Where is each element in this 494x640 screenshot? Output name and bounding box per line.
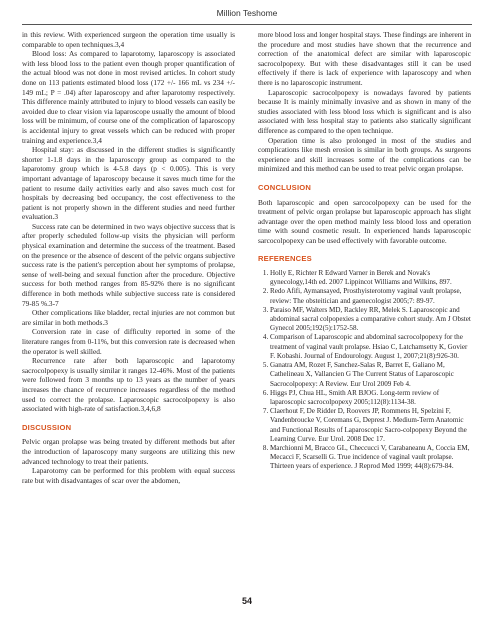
reference-item: 1. Holly E, Richter R Edward Varner in Berek and Novak's gynecology,14th ed. 2007 Lippincot Williams and Wilkins, 897.	[270, 269, 471, 287]
reference-list	[258, 269, 471, 471]
reference-item: 8. Marchionni M, Bracco GL, Checcucci V, Carabaneanu A, Coccia EM, Mecacci F, Scarselli G. True incidence of vaginal vault prolapse. Thirteen years of experience. J Reprod Med 1999; 44(8):679-84.	[270, 444, 471, 472]
reference-item: 2. Redo Afifi, Aymansayed, Prosthyisterotomy vaginal vault prolapse, review: The obsteitician and gaenecologist 2005;7: 89-97.	[270, 287, 471, 305]
page-number: 54	[241, 596, 252, 606]
left-column	[22, 30, 235, 485]
body-paragraph: Operation time is also prolonged in most of the studies and complications like mesh erosion is similar in both groups. As surgeons experience and skill increases some of the complications can be minimized and this method can be used to treat pelvic organ prolapse.	[258, 135, 471, 174]
reference-item: 3. Paraiso MF, Walters MD, Rackley RR, Melek S. Laparoscopic and abdominal sacral colpopexies a comparative cohort study. Am J Obstet Gynecol 2005;192(5):1752-58.	[270, 306, 471, 334]
body-paragraph: Hospital stay: as discussed in the different studies is significantly shorter 1-1.8 days in the laparoscopy group as compared to the laparotomy group which is 4-5.8 days (p < 0.005). This is very important advantage of laparoscopy because it saves much time for the patient to resume daily activities early and also saves much cost for hospitals by decreasing bed occupancy, the cost effectiveness to the patient is not properly shown in the different studies and need further evaluation.3	[22, 145, 235, 222]
reference-item: 7. Claerhout F, De Ridder D, Roovers JP, Rommens H, Spelzini F, Vandenbroucke V, Coremans G, Deprest J. Medium-Term Anatomic and Functional Results of Laparoscopic Sacro-colpopexy Beyond the Learning Curve. Eur Urol. 2008 Dec 17.	[270, 407, 471, 444]
body-paragraph: Pelvic organ prolapse was being treated by different methods but after the introduction of laparoscopy many surgeons are utilizing this new advanced technology to treat their patients.	[22, 437, 235, 466]
body-paragraph: more blood loss and longer hospital stays. These findings are inherent in the procedure and most studies have shown that the recurrence and correction of the anatomical defect are similar with laparoscopic sacrocolpopexy. But with these disadvantages still it can be used effectively if there is lack of experience with laparoscopy and when there is no laparoscopic instrument.	[258, 30, 471, 87]
body-paragraph: Recurrence rate after both laparoscopic and laparotomy sacrocolpopexy is usually similar it ranges 12-46%. Most of the patients were followed from 3 months up to 13 years as the number of years increases the chance of recurrence increases regardless of the method used to correct the prolapse. Laparoscopic sacrocolpopexy is also associated with high-rate of satisfaction.3,4,6,8	[22, 356, 235, 414]
section-heading-discussion: DISCUSSION	[22, 422, 72, 432]
reference-item: 5. Ganatra AM, Rozet F, Sanchez-Salas R, Barret E, Galiano M, Cathelineau X, Vallancien G The Current Status of Laparoscopic Sacrocolpopexy: A Review. Eur Urol 2009 Feb 4.	[270, 361, 471, 389]
body-paragraph: Laparotomy can be performed for this problem with equal success rate but with disadvantages of scar over the abdomen,	[22, 466, 235, 485]
reference-item: 4. Comparison of Laparoscopic and abdominal sacrocolpopexy for the treatment of vaginal vault prolapse. Hsiao C, Latchamsetty K, Govier F. Kobashi. Journal of Endourology. August 1, 2007;21(8):926-30.	[270, 333, 471, 361]
section-heading-references: REFERENCES	[258, 254, 312, 264]
body-paragraph: in this review. With experienced surgeon the operation time usually is comparable to open techniques.3,4	[22, 30, 235, 49]
body-paragraph: Other complications like bladder, rectal injuries are not common but are similar in both methods.3	[22, 308, 235, 327]
body-paragraph: Conversion rate in case of difficulty reported in some of the literature ranges from 0-11%, but this conversion rate is decreased when the operator is well skilled.	[22, 327, 235, 356]
reference-item: 6. Higgs PJ, Chua HL, Smith AR BJOG. Long-term review of laparoscopic sacrocolpopexy 2005;112(8):1134-38.	[270, 389, 471, 407]
running-head: Million Teshome	[216, 8, 278, 18]
body-paragraph: Laparoscopic sacrocolpopexy is nowadays favored by patients because It is mainly minimally invasive and as shown in many of the studies associated with less blood loss which is significant and is also associated with less hospital stay to patients also statically significant difference as compared to the open technique.	[258, 87, 471, 135]
right-column	[258, 30, 471, 472]
header-rule	[22, 24, 472, 25]
section-heading-conclusion: CONCLUSION	[258, 182, 312, 192]
body-paragraph: Blood loss: As compared to laparotomy, laparoscopy is associated with less blood loss to the patient even though proper quantification of the actual blood was not done in most revised articles. In cohort study done on 113 patients estimated blood loss (172 +/- 166 mL vs 234 +/- 149 mL; P = .04) after laparoscopy and after laparotomy respectively. This difference mainly attributed to injury to blood vessels can easily be avoided due to clear vision via laparoscope usually the amount of blood loss will be minimum, of course one of the complication of laparoscopy is accidental injury to great vessels which can be reduced with proper training and experience.3,4	[22, 49, 235, 145]
body-paragraph: Success rate can be determined in two ways objective success that is after properly scheduled follow-up visits the physician will perform physical examination and determine the success of the treatment. Based on the presence or the absence of descent of the pelvic organs subjective success rate is the patient's perception about her symptoms of prolapse, sense of well-being and sexual function after the procedure. Objective success for both method ranges from 85-92% there is no significant difference in both methods while subjective success rate is considered 79-85 %.3-7	[22, 221, 235, 308]
body-paragraph: Both laparoscopic and open sarcocolpopexy can be used for the treatment of pelvic organ prolapse but laparoscopic approach has slight advantage over the open method mainly less blood loss and operation time with sound cosmetic result. In experienced hands laparoscopic sarcocolpopexy can be used effectively with favorable outcome.	[258, 197, 471, 245]
